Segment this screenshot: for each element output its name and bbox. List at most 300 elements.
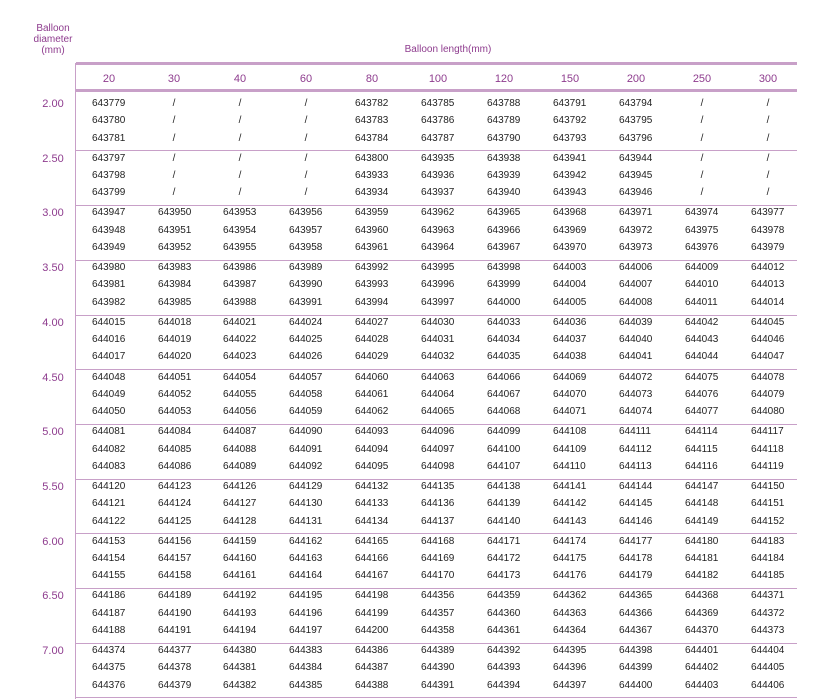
catalog-number: 644039 [619, 316, 653, 328]
column-header-length: 20 [102, 73, 116, 85]
catalog-number: 644096 [421, 426, 455, 438]
catalog-number: 644364 [553, 624, 587, 636]
catalog-number: 644040 [619, 334, 653, 346]
catalog-number: 643796 [619, 132, 653, 144]
catalog-number: 644075 [685, 371, 719, 383]
catalog-number: 643798 [92, 170, 126, 181]
catalog-number: 643788 [487, 98, 521, 109]
catalog-number: 644078 [751, 371, 785, 383]
catalog-number: 643941 [553, 152, 587, 164]
catalog-number: 644123 [158, 480, 192, 492]
catalog-number: 643787 [421, 132, 455, 144]
catalog-number: 644148 [685, 498, 719, 510]
diameter-cell: 6.00 [42, 535, 64, 548]
catalog-number: 644030 [421, 316, 455, 328]
diameter-cell: 2.50 [42, 152, 64, 165]
catalog-number: 643963 [421, 224, 455, 236]
catalog-number: 644049 [92, 388, 126, 400]
row-separator [76, 260, 797, 261]
catalog-number: 644383 [289, 645, 323, 656]
catalog-number: 643784 [355, 132, 389, 144]
empty-cell-slash: / [700, 132, 704, 144]
catalog-number: 643976 [685, 242, 719, 253]
catalog-number: 644032 [421, 351, 455, 363]
catalog-number: 644132 [355, 480, 389, 492]
catalog-number: 643790 [487, 132, 521, 144]
catalog-number: 644048 [92, 371, 126, 383]
catalog-number: 644028 [355, 334, 389, 346]
empty-cell-slash: / [304, 98, 308, 109]
catalog-number: 644362 [553, 590, 587, 602]
catalog-number: 643936 [421, 170, 455, 181]
catalog-number: 644014 [751, 296, 785, 308]
catalog-number: 644051 [158, 371, 192, 383]
catalog-number: 644183 [751, 535, 785, 547]
catalog-number: 644118 [751, 443, 784, 455]
catalog-number: 644016 [92, 334, 126, 346]
catalog-number: 644083 [92, 460, 126, 472]
catalog-number: 644114 [685, 426, 718, 438]
catalog-number: 644375 [92, 662, 126, 674]
catalog-number: 644068 [487, 406, 521, 418]
catalog-number: 644146 [619, 515, 653, 527]
catalog-number: 644047 [751, 351, 785, 363]
catalog-number: 643989 [289, 262, 323, 274]
catalog-number: 644065 [421, 406, 455, 418]
catalog-number: 643998 [487, 262, 521, 274]
catalog-number: 643961 [355, 242, 389, 253]
column-header-length: 60 [299, 73, 313, 85]
catalog-number: 644027 [355, 316, 389, 328]
catalog-number: 643792 [553, 115, 587, 127]
catalog-number: 644084 [158, 426, 192, 438]
catalog-number: 644129 [289, 480, 323, 492]
catalog-number: 644097 [421, 443, 455, 455]
empty-cell-slash: / [172, 187, 176, 199]
empty-cell-slash: / [766, 98, 770, 109]
column-header-length: 80 [365, 73, 379, 85]
catalog-number: 644369 [685, 607, 719, 619]
catalog-number: 643786 [421, 115, 455, 127]
catalog-number: 643795 [619, 115, 653, 127]
catalog-number: 644136 [421, 498, 455, 510]
catalog-number: 644141 [553, 480, 587, 492]
catalog-number: 644168 [421, 535, 455, 547]
catalog-number: 643933 [355, 170, 389, 181]
catalog-number: 644405 [751, 662, 785, 674]
catalog-number: 644137 [421, 515, 455, 527]
catalog-number: 644052 [158, 388, 192, 400]
catalog-number: 644186 [92, 590, 126, 602]
catalog-number: 644156 [158, 535, 192, 547]
empty-cell-slash: / [700, 98, 704, 109]
catalog-number: 644035 [487, 351, 521, 363]
catalog-number: 644023 [223, 351, 257, 363]
catalog-number: 644043 [685, 334, 719, 346]
empty-cell-slash: / [700, 115, 704, 127]
catalog-number: 644128 [223, 515, 257, 527]
catalog-number: 644179 [619, 570, 653, 582]
catalog-number: 644190 [158, 607, 192, 619]
catalog-number: 643988 [223, 296, 257, 308]
catalog-number: 644160 [223, 552, 257, 564]
catalog-number: 644063 [421, 371, 455, 383]
catalog-number: 644371 [751, 590, 785, 602]
row-separator [76, 588, 797, 589]
empty-cell-slash: / [766, 170, 770, 181]
catalog-number: 644147 [685, 480, 719, 492]
catalog-number: 644053 [158, 406, 192, 418]
catalog-number: 644000 [487, 296, 521, 308]
catalog-number: 644180 [685, 535, 719, 547]
catalog-number: 643935 [421, 152, 455, 164]
catalog-number: 643785 [421, 98, 455, 109]
diameter-cell: 5.00 [42, 426, 64, 439]
catalog-number: 644082 [92, 443, 126, 455]
catalog-number: 643951 [158, 224, 192, 236]
row-separator [76, 369, 797, 370]
empty-cell-slash: / [238, 115, 242, 127]
catalog-number: 644038 [553, 351, 587, 363]
empty-cell-slash: / [238, 152, 242, 164]
column-header-length: 300 [758, 73, 778, 85]
catalog-number: 644094 [355, 443, 389, 455]
catalog-number: 644119 [751, 460, 784, 472]
catalog-number: 643957 [289, 224, 323, 236]
catalog-number: 644363 [553, 607, 587, 619]
catalog-number: 643939 [487, 170, 521, 181]
catalog-number: 644139 [487, 498, 521, 510]
diameter-header-line: diameter [33, 34, 73, 45]
catalog-number: 644086 [158, 460, 192, 472]
catalog-number: 644196 [289, 607, 323, 619]
catalog-number: 644387 [355, 662, 389, 674]
catalog-number: 644120 [92, 480, 126, 492]
catalog-number: 644170 [421, 570, 455, 582]
catalog-number: 644007 [619, 279, 653, 291]
column-header-length: 150 [560, 73, 580, 85]
catalog-number: 644057 [289, 371, 323, 383]
catalog-number: 643993 [355, 279, 389, 291]
catalog-number: 644008 [619, 296, 653, 308]
empty-cell-slash: / [304, 187, 308, 199]
catalog-number: 644401 [685, 645, 719, 656]
catalog-number: 643985 [158, 296, 192, 308]
catalog-number: 644192 [223, 590, 257, 602]
catalog-number: 644093 [355, 426, 389, 438]
catalog-number: 644150 [751, 480, 785, 492]
catalog-number: 644026 [289, 351, 323, 363]
catalog-number: 643791 [553, 98, 587, 109]
catalog-number: 644012 [751, 262, 785, 274]
catalog-number: 643968 [553, 207, 587, 219]
header-bottom-rule [76, 89, 797, 92]
column-header-length: 30 [167, 73, 181, 85]
catalog-number: 644121 [92, 498, 126, 510]
catalog-number: 643979 [751, 242, 785, 253]
catalog-number: 644061 [355, 388, 389, 400]
catalog-number: 644099 [487, 426, 521, 438]
catalog-number: 644200 [355, 624, 389, 636]
catalog-number: 644015 [92, 316, 126, 328]
catalog-number: 644171 [487, 535, 521, 547]
catalog-number: 644059 [289, 406, 323, 418]
catalog-number: 644022 [223, 334, 257, 346]
column-header-length: 100 [428, 73, 448, 85]
catalog-number: 643983 [158, 262, 192, 274]
catalog-number: 644021 [223, 316, 257, 328]
catalog-number: 644167 [355, 570, 389, 582]
catalog-number: 644392 [487, 645, 521, 656]
catalog-number: 644376 [92, 679, 126, 691]
catalog-number: 644165 [355, 535, 389, 547]
catalog-number: 644162 [289, 535, 323, 547]
catalog-number: 644031 [421, 334, 455, 346]
catalog-number: 644365 [619, 590, 653, 602]
catalog-number: 644176 [553, 570, 587, 582]
catalog-number: 644359 [487, 590, 521, 602]
catalog-number: 644044 [685, 351, 719, 363]
catalog-number: 644152 [751, 515, 785, 527]
diameter-cell: 2.00 [42, 98, 64, 110]
catalog-number: 644004 [553, 279, 587, 291]
catalog-number: 644010 [685, 279, 719, 291]
catalog-number: 644054 [223, 371, 257, 383]
catalog-number: 643994 [355, 296, 389, 308]
catalog-number: 644130 [289, 498, 323, 510]
catalog-number: 644062 [355, 406, 389, 418]
catalog-number: 643967 [487, 242, 521, 253]
catalog-number: 644161 [223, 570, 257, 582]
catalog-number: 644077 [685, 406, 719, 418]
catalog-number: 643955 [223, 242, 257, 253]
catalog-number: 644377 [158, 645, 192, 656]
catalog-number: 644069 [553, 371, 587, 383]
catalog-number: 643952 [158, 242, 192, 253]
catalog-number: 644131 [289, 515, 323, 527]
header-top-rule [76, 62, 797, 65]
catalog-number: 644042 [685, 316, 719, 328]
catalog-number: 644389 [421, 645, 455, 656]
catalog-number: 644404 [751, 645, 785, 656]
catalog-number: 644385 [289, 679, 323, 691]
catalog-number: 644177 [619, 535, 653, 547]
empty-cell-slash: / [766, 132, 770, 144]
diameter-header [30, 23, 76, 56]
diameter-cell: 3.00 [42, 207, 64, 220]
empty-cell-slash: / [172, 152, 176, 164]
catalog-number: 643794 [619, 98, 653, 109]
catalog-number: 643940 [487, 187, 521, 199]
empty-cell-slash: / [172, 170, 176, 181]
catalog-number: 644142 [553, 498, 587, 510]
catalog-number: 643950 [158, 207, 192, 219]
diameter-cell: 5.50 [42, 480, 64, 493]
catalog-number: 644361 [487, 624, 521, 636]
catalog-number: 644046 [751, 334, 785, 346]
catalog-number: 644367 [619, 624, 653, 636]
catalog-number: 644050 [92, 406, 126, 418]
diameter-header-line: (mm) [41, 45, 65, 56]
catalog-number: 644005 [553, 296, 587, 308]
catalog-number: 644013 [751, 279, 785, 291]
catalog-number: 644393 [487, 662, 521, 674]
catalog-number: 644034 [487, 334, 521, 346]
catalog-number: 643990 [289, 279, 323, 291]
row-separator [76, 643, 797, 644]
catalog-number: 644178 [619, 552, 653, 564]
catalog-number: 643797 [92, 152, 126, 164]
catalog-number: 644126 [223, 480, 257, 492]
catalog-number: 644360 [487, 607, 521, 619]
catalog-number: 643938 [487, 152, 521, 164]
catalog-number: 643997 [421, 296, 455, 308]
empty-cell-slash: / [304, 132, 308, 144]
catalog-number: 643991 [289, 296, 323, 308]
catalog-number: 644185 [751, 570, 785, 582]
column-header-length: 250 [692, 73, 712, 85]
empty-cell-slash: / [172, 98, 176, 109]
catalog-number: 643783 [355, 115, 389, 127]
catalog-number: 644372 [751, 607, 785, 619]
empty-cell-slash: / [766, 152, 770, 164]
catalog-number: 644164 [289, 570, 323, 582]
catalog-number: 644154 [92, 552, 126, 564]
catalog-number: 644112 [619, 443, 652, 455]
catalog-number: 643942 [553, 170, 587, 181]
catalog-number: 643965 [487, 207, 521, 219]
catalog-number: 644175 [553, 552, 587, 564]
catalog-number: 644111 [619, 426, 651, 438]
catalog-number: 644394 [487, 679, 521, 691]
catalog-number: 643984 [158, 279, 192, 291]
catalog-number: 644373 [751, 624, 785, 636]
catalog-number: 644386 [355, 645, 389, 656]
catalog-number: 644366 [619, 607, 653, 619]
catalog-number: 643944 [619, 152, 653, 164]
catalog-number: 644067 [487, 388, 521, 400]
catalog-number: 643937 [421, 187, 455, 199]
catalog-number: 644071 [553, 406, 587, 418]
catalog-number: 644193 [223, 607, 257, 619]
catalog-number: 644092 [289, 460, 323, 472]
empty-cell-slash: / [238, 98, 242, 109]
catalog-number: 644199 [355, 607, 389, 619]
catalog-number: 644113 [619, 460, 652, 472]
catalog-number: 643962 [421, 207, 455, 219]
empty-cell-slash: / [304, 170, 308, 181]
row-separator [76, 150, 797, 151]
catalog-number: 644189 [158, 590, 192, 602]
empty-cell-slash: / [700, 152, 704, 164]
catalog-number: 644402 [685, 662, 719, 674]
catalog-number: 643800 [355, 152, 389, 164]
catalog-number: 644025 [289, 334, 323, 346]
catalog-number: 643996 [421, 279, 455, 291]
catalog-number: 643986 [223, 262, 257, 274]
catalog-number: 644066 [487, 371, 521, 383]
catalog-number: 644368 [685, 590, 719, 602]
catalog-number: 644055 [223, 388, 257, 400]
empty-cell-slash: / [304, 152, 308, 164]
column-header-length: 120 [494, 73, 514, 85]
catalog-number: 644109 [553, 443, 587, 455]
column-header-length: 40 [233, 73, 247, 85]
catalog-number: 644403 [685, 679, 719, 691]
catalog-number: 643947 [92, 207, 126, 219]
catalog-number: 644182 [685, 570, 719, 582]
row-separator [76, 424, 797, 425]
catalog-number: 644145 [619, 498, 653, 510]
catalog-number: 644382 [223, 679, 257, 691]
catalog-number: 644181 [685, 552, 719, 564]
catalog-number: 644019 [158, 334, 192, 346]
row-separator [76, 533, 797, 534]
catalog-number: 644041 [619, 351, 653, 363]
catalog-number: 644020 [158, 351, 192, 363]
empty-cell-slash: / [700, 187, 704, 199]
catalog-number: 643999 [487, 279, 521, 291]
catalog-number: 644098 [421, 460, 455, 472]
catalog-number: 644087 [223, 426, 257, 438]
catalog-number: 644357 [421, 607, 455, 619]
catalog-number: 644166 [355, 552, 389, 564]
catalog-number: 644395 [553, 645, 587, 656]
catalog-number: 644370 [685, 624, 719, 636]
catalog-number: 643972 [619, 224, 653, 236]
catalog-number: 644378 [158, 662, 192, 674]
catalog-number: 644157 [158, 552, 192, 564]
catalog-number: 644388 [355, 679, 389, 691]
catalog-number: 644107 [487, 460, 521, 472]
catalog-number: 644064 [421, 388, 455, 400]
catalog-number: 644089 [223, 460, 257, 472]
catalog-number: 644072 [619, 371, 653, 383]
catalog-number: 644124 [158, 498, 192, 510]
catalog-number: 644158 [158, 570, 192, 582]
catalog-number: 644380 [223, 645, 257, 656]
catalog-number: 644400 [619, 679, 653, 691]
catalog-number: 644091 [289, 443, 323, 455]
catalog-number: 644399 [619, 662, 653, 674]
catalog-number: 644135 [421, 480, 455, 492]
catalog-number: 644003 [553, 262, 587, 274]
catalog-number: 644085 [158, 443, 192, 455]
catalog-number: 644033 [487, 316, 521, 328]
catalog-number: 644390 [421, 662, 455, 674]
catalog-number: 644197 [289, 624, 323, 636]
diameter-cell: 4.00 [42, 316, 64, 329]
empty-cell-slash: / [238, 132, 242, 144]
catalog-number: 644143 [553, 515, 587, 527]
catalog-number: 644073 [619, 388, 653, 400]
catalog-number: 644029 [355, 351, 389, 363]
empty-cell-slash: / [172, 132, 176, 144]
catalog-number: 644060 [355, 371, 389, 383]
empty-cell-slash: / [766, 115, 770, 127]
catalog-number: 644151 [751, 498, 785, 510]
catalog-number: 643970 [553, 242, 587, 253]
catalog-number: 644006 [619, 262, 653, 274]
catalog-number: 643982 [92, 296, 126, 308]
empty-cell-slash: / [766, 187, 770, 199]
catalog-number: 644140 [487, 515, 521, 527]
catalog-number: 644356 [421, 590, 455, 602]
diameter-cell: 7.00 [42, 645, 64, 657]
catalog-number: 644100 [487, 443, 521, 455]
catalog-number: 644379 [158, 679, 192, 691]
catalog-number: 644080 [751, 406, 785, 418]
